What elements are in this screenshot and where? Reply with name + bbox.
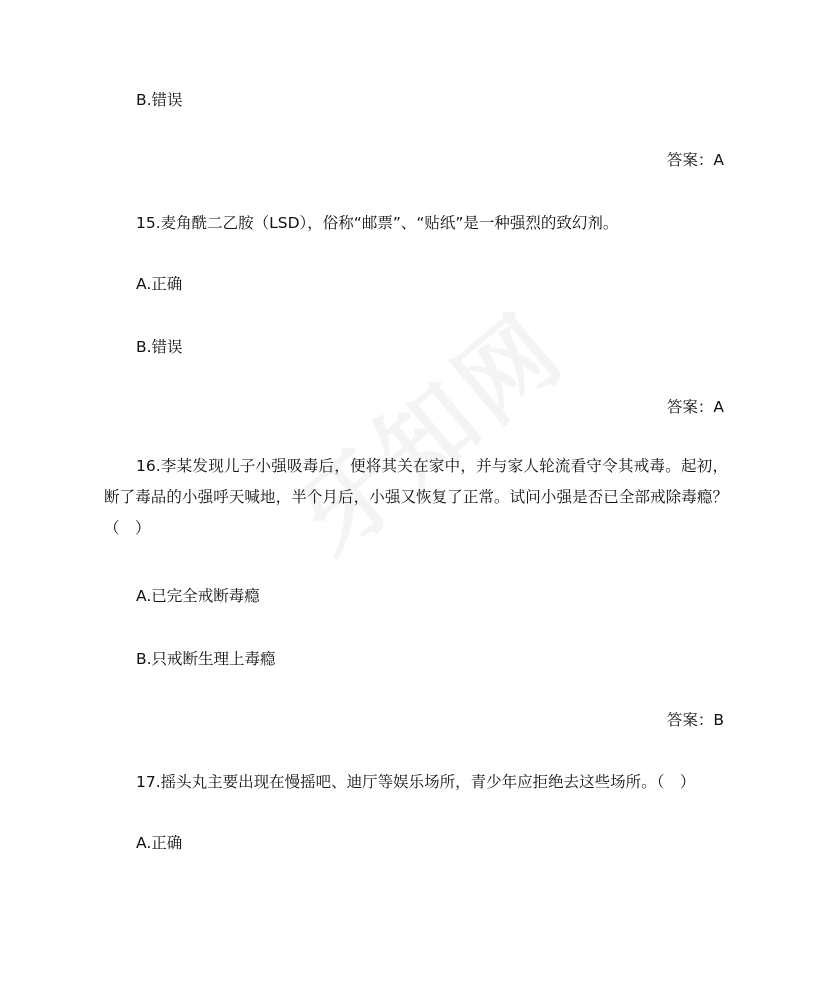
question-17: 17.摇头丸主要出现在慢摇吧、迪厅等娱乐场所，青少年应拒绝去这些场所。（ ） [136, 773, 696, 791]
question-15: 15.麦角酰二乙胺（LSD），俗称“邮票”、“贴纸”是一种强烈的致幻剂。 [136, 214, 619, 232]
question-17-option-a: A.正确 [136, 834, 183, 852]
answer-15: 答案：A [666, 398, 724, 416]
option-b-previous: B.错误 [136, 91, 183, 109]
answer-14: 答案：A [666, 151, 724, 169]
question-16-option-a: A.已完全戒断毒瘾 [136, 587, 260, 605]
question-15-option-b: B.错误 [136, 338, 183, 356]
question-16: 16.李某发现儿子小强吸毒后，便将其关在家中，并与家人轮流看守令其戒毒。起初，断了毒品的小强呼天喊地，半个月后，小强又恢复了正常。试问小强是否已全部戒除毒瘾？（ ） [104, 457, 728, 537]
answer-16: 答案：B [666, 711, 724, 729]
question-15-option-a: A.正确 [136, 275, 183, 293]
question-16-option-b: B.只戒断生理上毒瘾 [136, 650, 276, 668]
